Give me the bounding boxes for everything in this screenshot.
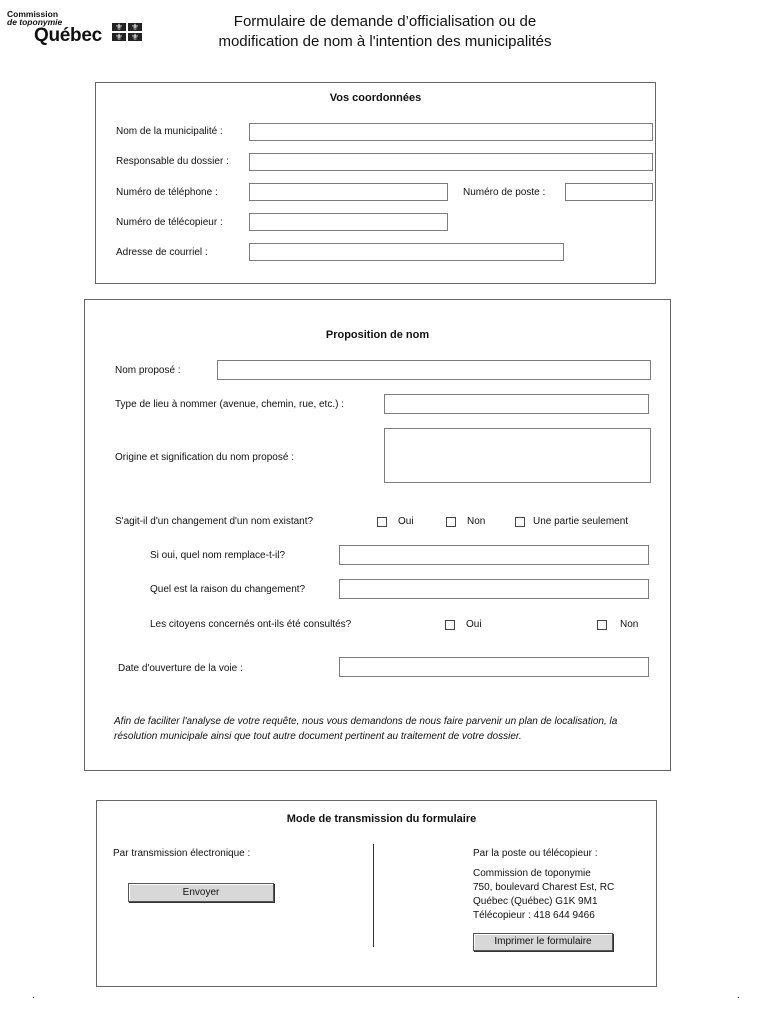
courriel-label: Adresse de courriel : (116, 247, 208, 258)
page-title (150, 12, 620, 52)
origine-field[interactable] (384, 428, 651, 483)
changement-partie-checkbox[interactable] (515, 517, 525, 527)
remplace-field[interactable] (339, 545, 649, 565)
transmission-title: Mode de transmission du formulaire (286, 813, 477, 825)
responsable-label: Responsable du dossier : (116, 156, 229, 167)
citoyens-non-checkbox[interactable] (597, 620, 607, 630)
fax-number: Télécopieur : 418 644 9466 (473, 910, 595, 921)
type-lieu-label: Type de lieu à nommer (avenue, chemin, rue, etc.) : (115, 399, 344, 410)
nom-propose-label: Nom proposé : (115, 365, 181, 376)
poste-label: Numéro de poste : (463, 187, 546, 198)
electronique-label: Par transmission électronique : (113, 848, 251, 859)
column-divider (373, 844, 374, 947)
page-title-line1: Formulaire de demande d’officialisation ou de (233, 13, 537, 30)
changement-oui-checkbox[interactable] (377, 517, 387, 527)
municipalite-field[interactable] (249, 123, 653, 141)
envoyer-button[interactable]: Envoyer (128, 883, 274, 902)
proposition-section (84, 299, 671, 771)
transmission-section (96, 800, 657, 987)
responsable-field[interactable] (249, 153, 653, 171)
logo-text-toponymie: de toponymie (7, 17, 63, 27)
fleur-de-lis-icon: ⚜ (128, 33, 142, 41)
citoyens-oui-checkbox[interactable] (445, 620, 455, 630)
page-mark-right: . (737, 990, 740, 1001)
municipalite-label: Nom de la municipalité : (116, 126, 223, 137)
address-line: Québec (Québec) G1K 9M1 (473, 896, 598, 907)
citoyens-non-label: Non (620, 619, 639, 630)
coordonnees-section (95, 82, 656, 284)
telephone-label: Numéro de téléphone : (116, 187, 218, 198)
instructions-note: Afin de faciliter l'analyse de votre requête, nous vous demandons de nous faire parvenir un plan de localisation, la résolution municipale ainsi que tout autre document pertinent au traitement de votre dossier. (114, 716, 618, 742)
changement-non-checkbox[interactable] (446, 517, 456, 527)
remplace-label: Si oui, quel nom remplace-t-il? (150, 550, 286, 561)
date-ouverture-label: Date d'ouverture de la voie : (118, 663, 243, 674)
poste-telecopieur-label: Par la poste ou télécopieur : (473, 848, 598, 859)
mailing-address (473, 867, 614, 923)
telecopieur-field[interactable] (249, 213, 448, 231)
raison-label: Quel est la raison du changement? (150, 584, 306, 595)
page-mark-left: . (32, 990, 35, 1001)
changement-partie-label: Une partie seulement (533, 516, 629, 527)
telephone-field[interactable] (249, 183, 448, 201)
address-line: Commission de toponymie (473, 868, 591, 879)
telecopieur-label: Numéro de télécopieur : (116, 217, 223, 228)
type-lieu-field[interactable] (384, 394, 649, 414)
address-line: 750, boulevard Charest Est, RC (473, 882, 615, 893)
imprimer-button[interactable]: Imprimer le formulaire (473, 933, 613, 951)
raison-field[interactable] (339, 579, 649, 599)
citoyens-label: Les citoyens concernés ont-ils été consultés? (150, 619, 352, 630)
changement-non-label: Non (467, 516, 486, 527)
changement-oui-label: Oui (398, 516, 414, 527)
nom-propose-field[interactable] (217, 360, 651, 380)
fleur-de-lis-icon: ⚜ (112, 23, 126, 31)
logo-text-quebec: Québec (34, 25, 102, 46)
changement-label: S'agit-il d'un changement d'un nom existant? (115, 516, 314, 527)
fleur-de-lis-icon: ⚜ (128, 23, 142, 31)
origine-label: Origine et signification du nom proposé : (115, 452, 294, 463)
fleur-de-lis-icon: ⚜ (112, 33, 126, 41)
page-title-line2: modification de nom à l'intention des municipalités (218, 33, 552, 50)
coordonnees-title: Vos coordonnées (329, 92, 422, 104)
courriel-field[interactable] (249, 243, 564, 261)
citoyens-oui-label: Oui (466, 619, 482, 630)
poste-field[interactable] (565, 183, 653, 201)
proposition-title: Proposition de nom (325, 329, 430, 341)
fleurdelise-flag-icon (112, 23, 142, 41)
logo-text-commission: Commission (7, 9, 59, 19)
date-ouverture-field[interactable] (339, 657, 649, 677)
